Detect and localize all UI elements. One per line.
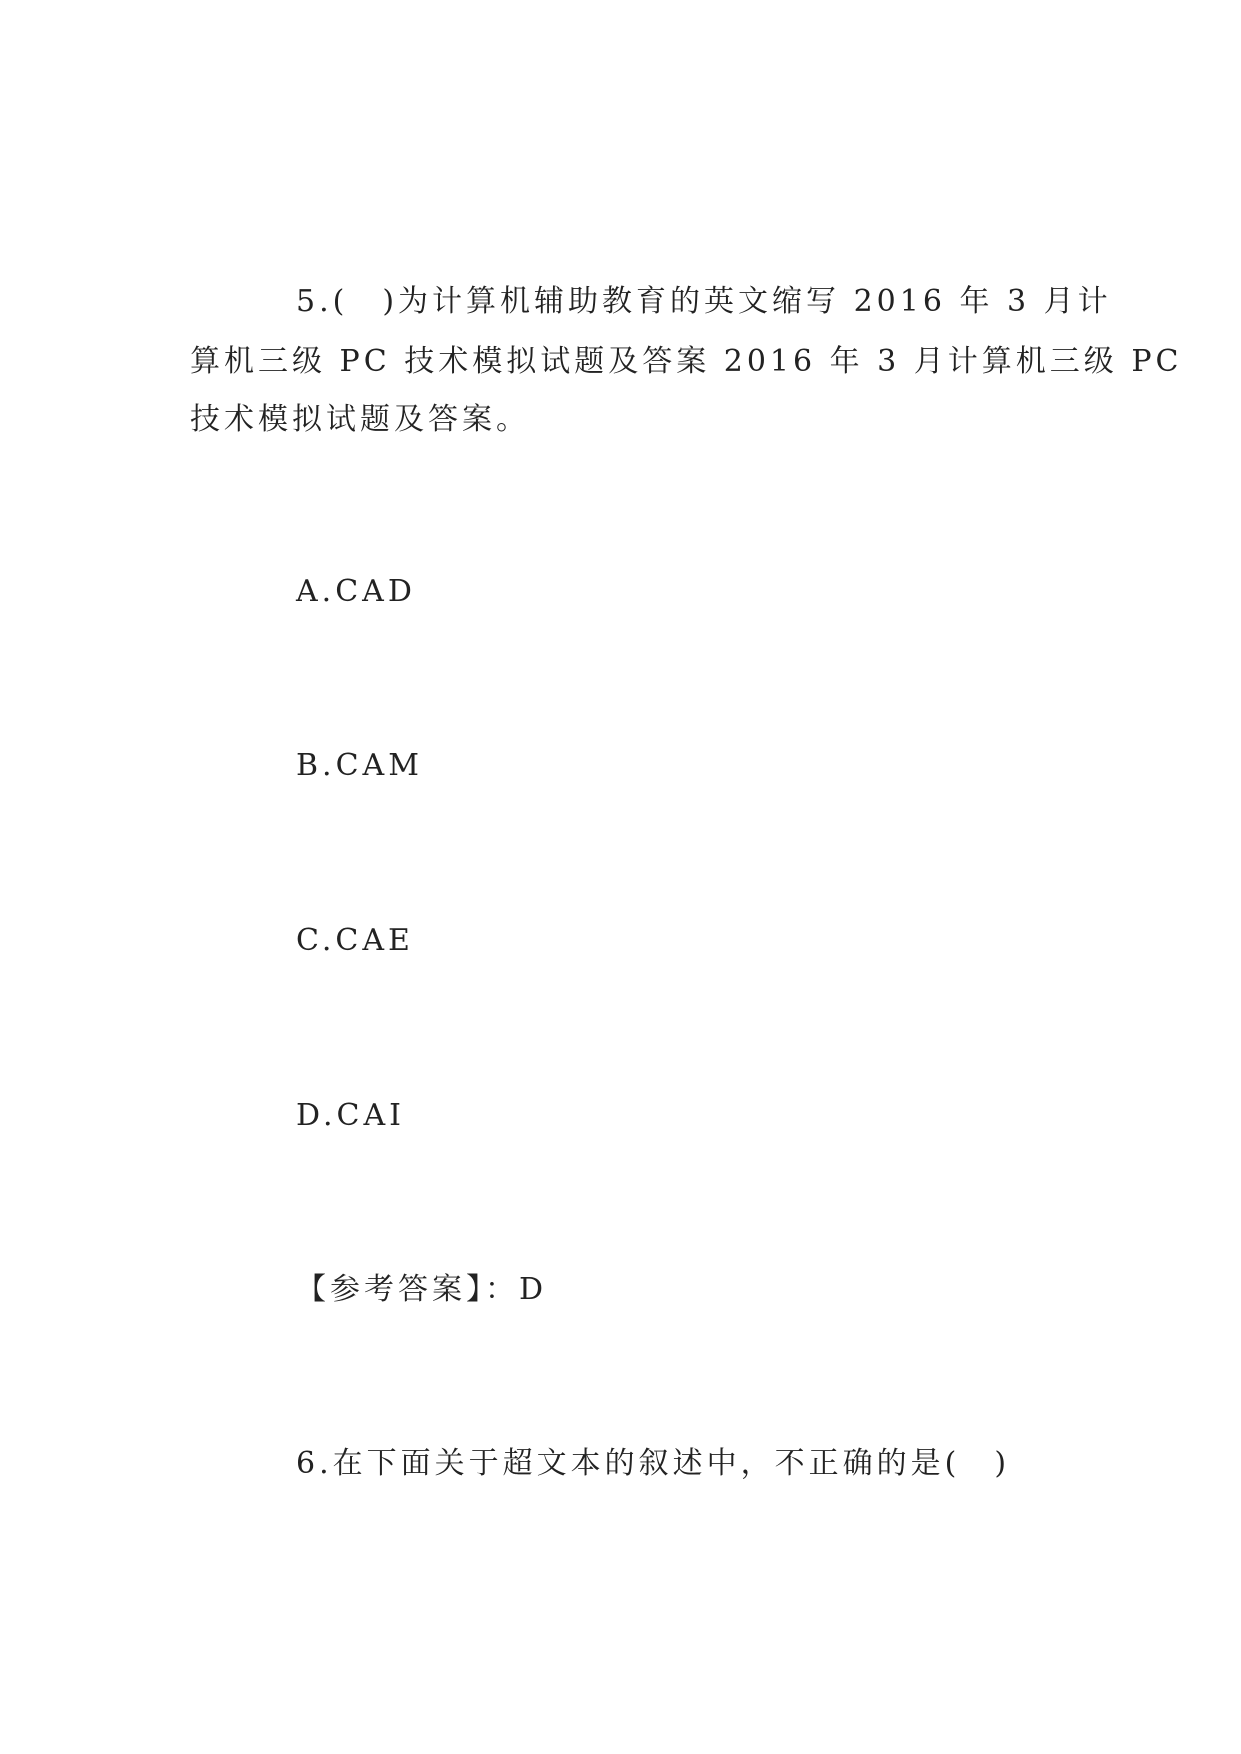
reference-answer: 【参考答案】：D [296,1272,548,1307]
question-5-text-line-1: 5.( )为计算机辅助教育的英文缩写 2016 年 3 月计 [296,284,1112,319]
option-d: D.CAI [296,1098,405,1133]
option-c: C.CAE [296,923,414,958]
question-5-text-line-2: 算机三级 PC 技术模拟试题及答案 2016 年 3 月计算机三级 PC [190,344,1183,379]
question-5-text-line-3: 技术模拟试题及答案。 [190,402,530,437]
option-b: B.CAM [296,748,423,783]
question-6-text: 6.在下面关于超文本的叙述中，不正确的是( ) [296,1446,1011,1481]
option-a: A.CAD [296,574,416,609]
